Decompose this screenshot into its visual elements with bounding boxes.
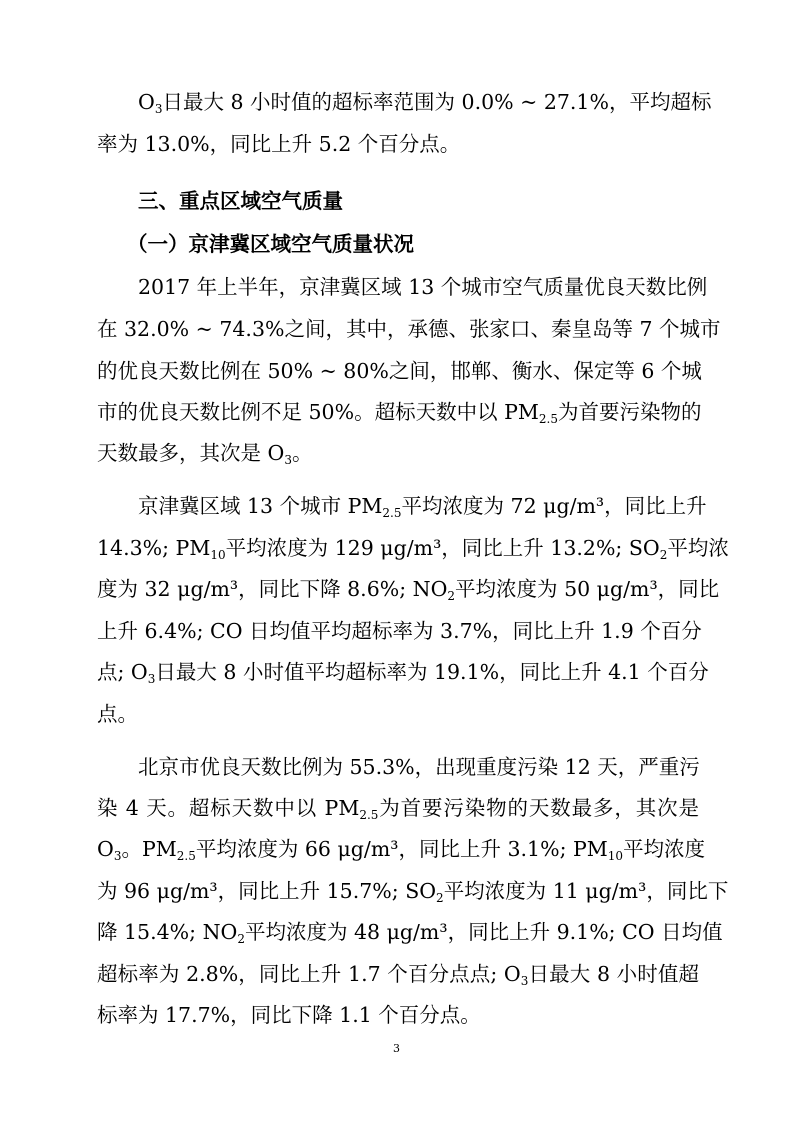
text-line: 14.3%; $PM_{10}$平均浓度为 129 μg/m³，同比上升 13.2%; $SO_2$平均浓 — [97, 536, 729, 562]
text-line: 度为 32 μg/m³，同比下降 8.6%; $NO_2$平均浓度为 50 μg/m³，同比 — [97, 577, 720, 603]
subsection-heading: （一）京津冀区域空气质量状况 — [127, 232, 414, 256]
text-line: 为 96 μg/m³，同比上升 15.7%; $SO_2$平均浓度为 11 μg/m³，同比下 — [97, 879, 729, 905]
text-line: 京津冀区域 13 个城市 $PM_{2.5}$平均浓度为 72 μg/m³，同比上升 — [138, 494, 707, 520]
text-line: $O_3$日最大 8 小时值的超标率范围为 0.0% ~ 27.1%，平均超标 — [138, 90, 712, 116]
section-heading: 三、重点区域空气质量 — [138, 189, 343, 213]
text-line: 的优良天数比例在 50% ~ 80%之间，邯郸、衡水、保定等 6 个城 — [97, 359, 702, 383]
page-number: 3 — [393, 1042, 400, 1055]
text-line: 点。 — [97, 702, 138, 726]
text-line: 降 15.4%; $NO_2$平均浓度为 48 μg/m³，同比上升 9.1%; CO 日均值 — [97, 920, 723, 946]
text-line: 在 32.0% ~ 74.3%之间，其中，承德、张家口、秦皇岛等 7 个城市 — [97, 317, 721, 341]
text-line: 染 4 天。超标天数中以 $PM_{2.5}$为首要污染物的天数最多，其次是 — [97, 796, 699, 822]
text-line: 2017 年上半年，京津冀区域 13 个城市空气质量优良天数比例 — [138, 275, 708, 299]
text-line: 点; $O_3$日最大 8 小时值平均超标率为 19.1%，同比上升 4.1 个百分 — [97, 660, 709, 686]
text-line: 天数最多，其次是 $O_3$。 — [97, 441, 313, 467]
text-line: 北京市优良天数比例为 55.3%，出现重度污染 12 天，严重污 — [138, 755, 700, 779]
text-line: 市的优良天数比例不足 50%。超标天数中以 $PM_{2.5}$为首要污染物的 — [97, 400, 702, 426]
text-line: 上升 6.4%; CO 日均值平均超标率为 3.7%，同比上升 1.9 个百分 — [97, 619, 702, 643]
text-line: 超标率为 2.8%，同比上升 1.7 个百分点点; $O_3$日最大 8 小时值超 — [97, 962, 699, 988]
text-line: 标率为 17.7%，同比下降 1.1 个百分点。 — [97, 1003, 481, 1027]
text-line: 率为 13.0%，同比上升 5.2 个百分点。 — [97, 132, 461, 156]
text-line: $O_3$。$PM_{2.5}$平均浓度为 66 μg/m³，同比上升 3.1%; $PM_{10}$平均浓度 — [97, 837, 706, 863]
